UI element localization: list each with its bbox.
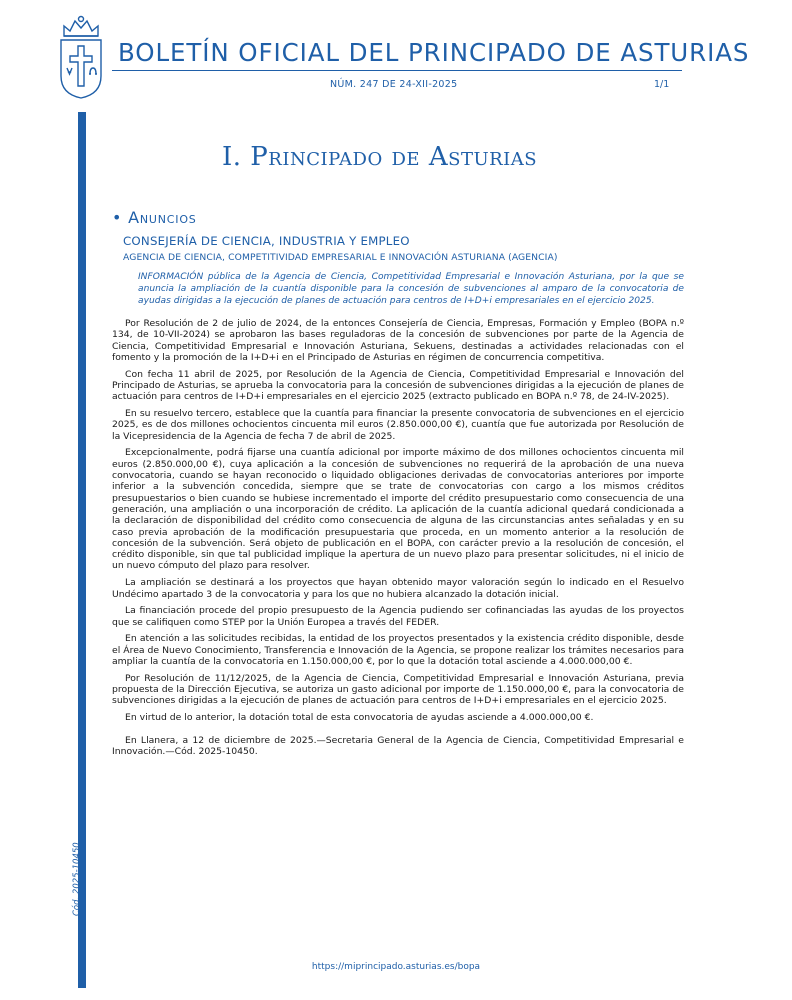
category-label: Anuncios bbox=[128, 208, 197, 227]
body-paragraph: En atención a las solicitudes recibidas, la entidad de los proyectos presentados y la existencia crédito disponible, desde el Área de Nuevo Conocimiento, Transferencia e Innovación de la Agencia, se propone realizar los trámites necesarios para ampliar la cuantía de la convocatoria en 1.150.000,00 €, por lo que la dotación total asciende a 4.000.000,00 €. bbox=[112, 633, 684, 668]
body-paragraph: La ampliación se destinará a los proyectos que hayan obtenido mayor valoración según lo indicado en el Resuelvo Undécimo apartado 3 de la convocatoria y para los que no hubiera alcanzado la dotación inicial. bbox=[112, 577, 684, 600]
issue-number: NÚM. 247 DE 24-XII-2025 bbox=[330, 79, 458, 90]
document-code: Cód. 2025-10450 bbox=[72, 842, 82, 916]
category-heading bbox=[112, 208, 197, 227]
header-divider bbox=[112, 70, 682, 71]
section-title: I. Principado de Asturias bbox=[222, 142, 538, 172]
body-paragraph: En su resuelvo tercero, establece que la cuantía para financiar la presente convocatoria de subvenciones en el ejercicio 2025, es de dos millones ochocientos cincuenta mil euros (2.850.000,00 €), cuantía que fue autorizada por Resolución de la Vicepresidencia de la Agencia de fecha 7 de abril de 2025. bbox=[112, 408, 684, 442]
bulletin-title: BOLETÍN OFICIAL DEL PRINCIPADO DE ASTURIAS bbox=[118, 38, 750, 67]
signature: En Llanera, a 12 de diciembre de 2025.—Secretaria General de la Agencia de Ciencia, Competitividad Empresarial e Innovación.—Cód. 2025-10450. bbox=[112, 734, 684, 757]
body-paragraph: En virtud de lo anterior, la dotación total de esta convocatoria de ayudas asciende a 4.000.000,00 €. bbox=[125, 712, 594, 724]
agency-name: AGENCIA DE CIENCIA, COMPETITIVIDAD EMPRESARIAL E INNOVACIÓN ASTURIANA (AGENCIA) bbox=[123, 252, 558, 263]
bullet: • bbox=[112, 208, 123, 227]
announcement-body bbox=[112, 318, 684, 763]
page-number: 1/1 bbox=[654, 79, 670, 90]
body-paragraph: Por Resolución de 2 de julio de 2024, de la entonces Consejería de Ciencia, Empresas, Formación y Empleo (BOPA n.º 134, de 10-VII-2024) se aprobaron las bases reguladoras de la concesión de subvenciones por parte de la Agencia de Ciencia, Competitividad Empresarial e Innovación Asturiana, Sekuens, destinadas a actividades relacionadas con el fomento y la promoción de la I+D+i en el Principado de Asturias en régimen de concurrencia competitiva. bbox=[112, 318, 684, 363]
body-paragraph: Excepcionalmente, podrá fijarse una cuantía adicional por importe máximo de dos millones ochocientos cincuenta mil euros (2.850.000,00 €), cuya aplicación a la concesión de subvenciones no requerirá de la aprobación de una nueva convocatoria, cuando se hayan reconocido o liquidado obligaciones derivadas de convocatorias anteriores por importe inferior a la subvención concedida, siempre que se trate de convocatorias con cargo a los mismos créditos presupuestarios o bien cuando se hubiese incrementado el importe del crédito presupuestario como consecuencia de una generación, una ampliación o una incorporación de crédito. La aplicación de la cuantía adicional quedará condicionada a la declaración de disponibilidad del crédito como consecuencia de alguna de las circunstancias antes señaladas y en su caso previa aprobación de la modificación presupuestaria que proceda, en un momento anterior a la resolución de concesión de la subvención. Será objeto de publicación en el BOPA, con carácter previo a la resolución de concesión, el crédito disponible, sin que tal publicidad implique la apertura de un nuevo plazo para presentar solicitudes, ni el inicio de un nuevo cómputo del plazo para resolver. bbox=[112, 447, 684, 572]
asturias-coat-of-arms-icon bbox=[56, 14, 106, 100]
body-paragraph: Por Resolución de 11/12/2025, de la Agencia de Ciencia, Competitividad Empresarial e Innovación Asturiana, previa propuesta de la Dirección Ejecutiva, se autoriza un gasto adicional por importe de 1.150.000,00 €, para la convocatoria de subvenciones dirigidas a la ejecución de planes de actuación para centros de I+D+i empresariales en el ejercicio 2025. bbox=[112, 672, 684, 707]
department-name: CONSEJERÍA DE CIENCIA, INDUSTRIA Y EMPLEO bbox=[123, 234, 410, 248]
body-paragraph: Con fecha 11 abril de 2025, por Resolución de la Agencia de Ciencia, Competitividad Empresarial e Innovación del Principado de Asturias, se aprueba la convocatoria para la concesión de subvenciones dirigidas a la ejecución de planes de actuación para centros de I+D+i empresariales en el ejercicio 2025 (extracto publicado en BOPA n.º 78, de 24-IV-2025). bbox=[112, 368, 684, 403]
body-paragraph: La financiación procede del propio presupuesto de la Agencia pudiendo ser cofinanciadas las ayudas de los proyectos que se califiquen como STEP por la Unión Europea a través del FEDER. bbox=[112, 605, 684, 628]
announcement-summary: INFORMACIÓN pública de la Agencia de Ciencia, Competitividad Empresarial e Innovación Asturiana, por la que se anuncia la ampliación de la cuantía disponible para la concesión de subvenciones al amparo de la convocatoria de ayudas dirigidas a la ejecución de planes de actuación para centros de I+D+i empresariales en el ejercicio 2025. bbox=[138, 272, 684, 306]
footer-link[interactable]: https://miprincipado.asturias.es/bopa bbox=[311, 962, 481, 972]
